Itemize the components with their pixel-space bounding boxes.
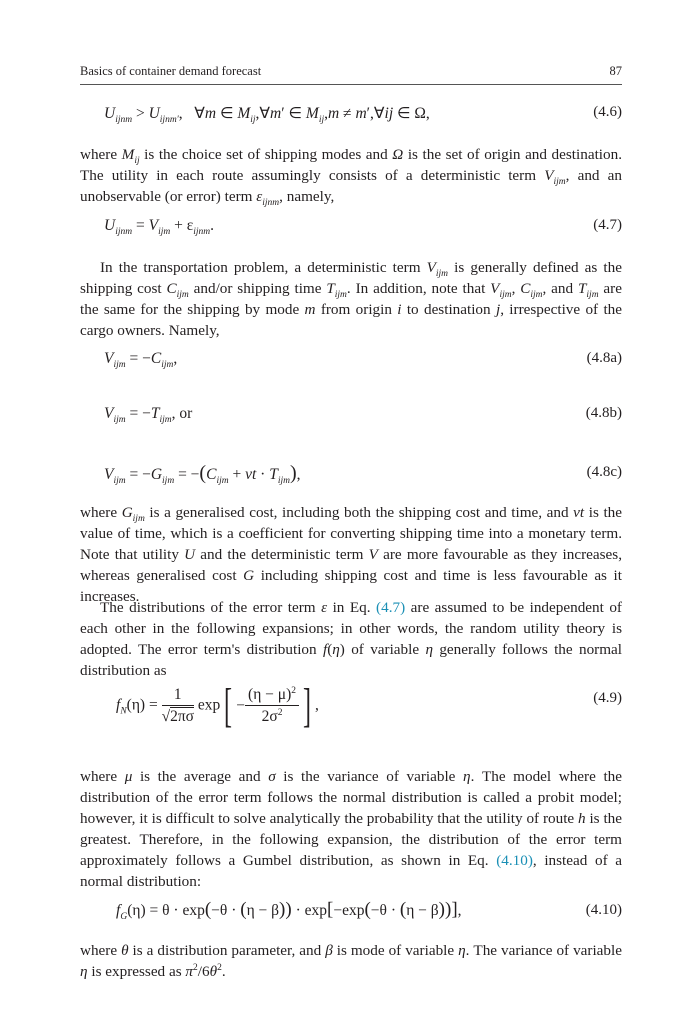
paragraph-1: where $M_{ij}$ is the choice set of shipping modes and Ω is the set of origin and destination. The utility in each route assumingly consists of a deterministic term $V_{ijm}$, and an unobservable (or error) term $\varepsilon_{ijnm}$, namely, bbox=[80, 146, 622, 209]
equation-4-6-label: (4.6) bbox=[593, 104, 622, 120]
equation-4-8b-label: (4.8b) bbox=[585, 405, 622, 421]
eq-4-7-link[interactable]: (4.7) bbox=[376, 599, 406, 616]
equation-4-8a-label: (4.8a) bbox=[586, 350, 622, 366]
paragraph-6: where θ is a distribution parameter, and β is mode of variable η. The variance of variable η is expressed as $\pi^2/6\theta^2$. bbox=[80, 942, 622, 980]
page-number: 87 bbox=[609, 64, 622, 78]
equation-4-10: $f_G(\eta) = \theta \cdot \exp(-\theta \cdot (\eta - \beta)) \cdot \exp[-\exp(-\theta \cdot (\eta - \beta))]$, bbox=[116, 899, 462, 923]
running-header-title: Basics of container demand forecast bbox=[80, 64, 262, 78]
running-header bbox=[80, 64, 622, 79]
equation-4-9-label: (4.9) bbox=[593, 690, 622, 706]
equation-4-8b: $V_{ijm} = -T_{ijm}$, or bbox=[104, 405, 193, 426]
equation-4-7-label: (4.7) bbox=[593, 217, 622, 233]
equation-4-6: $U_{ijnm} > U_{ijnm'}$, ∀m ∈ $M_{ij},\forall m'$ ∈ $M_{ij},m$ ≠ m′,∀ij ∈ Ω, bbox=[104, 105, 430, 126]
equation-4-8a: $V_{ijm} = -C_{ijm}$, bbox=[104, 350, 178, 371]
eq-4-10-link[interactable]: (4.10) bbox=[496, 852, 533, 869]
equation-4-8c: $V_{ijm} = -G_{ijm} = -(C_{ijm}$ + vt · $T_{ijm}$), bbox=[104, 462, 301, 487]
fraction-normalizer: $\frac{1}{√2\pi\sigma}$ bbox=[161, 686, 195, 725]
paragraph-5: where μ is the average and σ is the variance of variable η. The model where the distribution of the error term follows the normal distribution is called a probit model; however, it is difficult to solve analytically the probability that the utility of route h is the greatest. Therefore, in the following expansion, the distribution of the error term approximately follows a Gumbel distribution, as shown in Eq. (4.10), instead of a normal distribution: bbox=[80, 768, 623, 890]
paragraph-4: The distributions of the error term ε in Eq. (4.7) are assumed to be independent of each other in the following expansions; in other words, the random utility theory is adopted. The error term's distribution f(η) of variable η generally follows the normal distribution as bbox=[80, 599, 623, 679]
equation-4-8c-label: (4.8c) bbox=[586, 464, 622, 480]
equation-4-7: $U_{ijnm} = V_{ijm} + \varepsilon_{ijnm}$. bbox=[104, 217, 214, 238]
paragraph-3: where $G_{ijm}$ is a generalised cost, including both the shipping cost and time, and vt is the value of time, which is a coefficient for converting shipping time into a monetary term. Note that utility U and the deterministic term V are more favourable as they increases, whereas generalised cost G including shipping cost and time is less favourable as it increases. bbox=[80, 504, 623, 605]
equation-4-10-label: (4.10) bbox=[585, 902, 622, 918]
paragraph-2: In the transportation problem, a deterministic term $V_{ijm}$ is generally defined as the shipping cost $C_{ijm}$ and/or shipping time $T_{ijm}$. In addition, note that $V_{ijm}$, $C_{ijm}$, and $T_{ijm}$ are the same for the shipping by mode m from origin i to destination j, irrespective of the cargo owners. Namely, bbox=[80, 259, 622, 339]
equation-4-9: $f_N(\eta)$ = $\frac{1}{√2\pi\sigma}$ exp[ − $\frac{(\eta - \mu)^2}{2\sigma^2}$ ] , bbox=[116, 679, 319, 732]
fraction-exponent: $\frac{(\eta - \mu)^2}{2\sigma^2}$ bbox=[245, 686, 299, 726]
header-rule bbox=[80, 84, 622, 85]
